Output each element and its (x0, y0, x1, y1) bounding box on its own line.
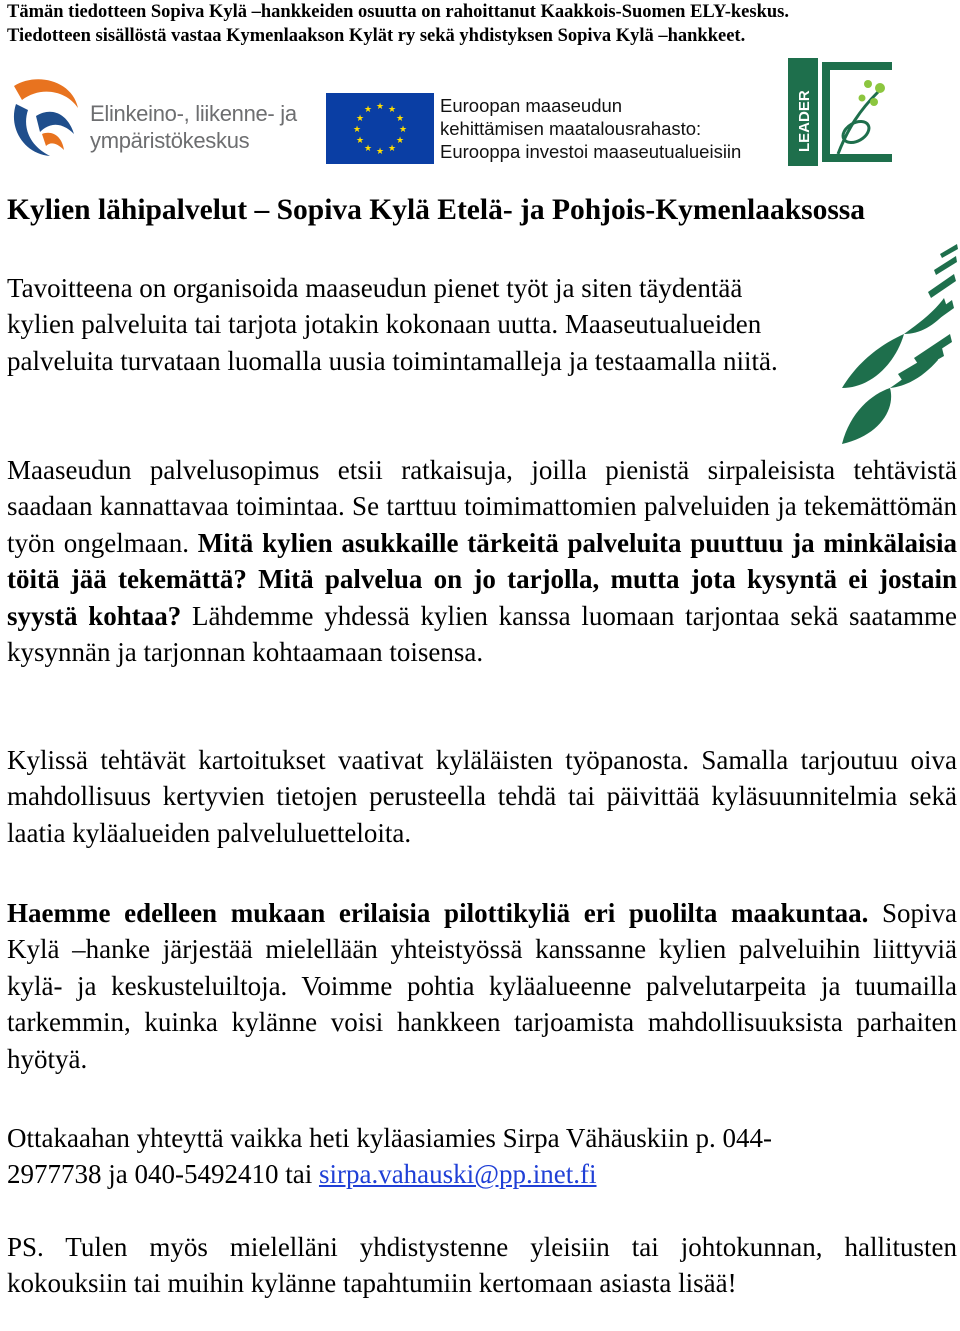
eu-flag-icon (326, 93, 434, 164)
leader-logo-icon (788, 58, 896, 166)
paragraph-goal: Tavoitteena on organisoida maaseudun pienet työt ja siten täydentää kylien palveluita tai tarjota jotakin kokonaan uutta. Maaseutualueiden palveluita turvataan luomalla uusia toimintamalleja ja testaamalla niitä. (7, 273, 778, 376)
svg-text:★: ★ (355, 114, 365, 124)
paragraph-service-agreement (7, 452, 957, 670)
svg-text:★: ★ (398, 125, 408, 135)
svg-text:★: ★ (352, 125, 362, 135)
funding-note (7, 0, 957, 48)
svg-text:LEADER: LEADER (796, 90, 813, 152)
paragraph-surveys: Kylissä tehtävät kartoitukset vaativat kyläläisten työpanosta. Samalla tarjoutuu oiva mahdollisuus kertyvien tietojen perusteella tehdä tai päivittää kyläsuunnitelmia sekä laatia kyläalueiden palveluluetteloita. (7, 745, 957, 848)
eu-logo-line3: Eurooppa investoi maaseutualueisiin (440, 141, 742, 162)
paragraph-pilot-villages (7, 895, 957, 1077)
ely-logo-text (90, 100, 297, 154)
eu-logo-line2: kehittämisen maatalousrahasto: (440, 118, 702, 139)
paragraph-contact (7, 1120, 957, 1193)
funding-note-line2: Tiedotteen sisällöstä vastaa Kymenlaakson Kylät ry sekä yhdistyksen Sopiva Kylä –hankkeet. (7, 26, 746, 46)
svg-text:★: ★ (363, 105, 373, 115)
contact-line1: Ottakaahan yhteyttä vaikka heti kyläasiamies Sirpa Vähäuskiin p. 044- (7, 1123, 773, 1153)
svg-text:★: ★ (387, 144, 397, 154)
svg-text:★: ★ (355, 136, 365, 146)
ely-logo-line1: Elinkeino-, liikenne- ja (90, 101, 297, 126)
svg-text:★: ★ (363, 144, 373, 154)
svg-text:★: ★ (395, 114, 405, 124)
paragraph-pilot-villages-heading: Haemme edelleen mukaan erilaisia pilottikyliä eri puolilta maakuntaa. (7, 898, 869, 928)
paragraph-ps: PS. Tulen myös mielelläni yhdistystenne yleisiin tai johtokunnan, hallitusten kokouksiin tai muihin kylänne tapahtumiin kertomaan asiasta lisää! (7, 1232, 957, 1299)
paragraph-pilot-villages-text: Sopiva Kylä –hanke järjestää mielellään yhteistyössä kanssanne kylien palveluihin liittyviä kylä- ja keskusteluiltoja. Voimme pohtia kyläalueenne palvelutarpeita ja tuumailla tarkemmin, kuinka kylänne voisi hankkeen tarjoamista mahdollisuuksista parhaiten hyötyä. (7, 898, 957, 1074)
paragraph-service-agreement-text: Maaseudun palvelusopimus etsii ratkaisuja, joilla pienistä sirpaleisista tehtävistä saadaan kannattavaa toimintaa. Se tarttuu toimimattomien palveluiden ja tekemättömän työn ongelmaan. (7, 455, 957, 558)
svg-text:★: ★ (375, 102, 385, 112)
ely-emblem-icon (6, 76, 86, 158)
email-link[interactable]: sirpa.vahauski@pp.inet.fi (318, 1159, 597, 1190)
paragraph-service-agreement-questions: Mitä kylien asukkaille tärkeitä palveluita puuttuu ja minkälaisia töitä jää tekemättä? Mitä palvelua on jo tarjolla, mutta jota kysyntä ei jostain syystä kohtaa? (7, 527, 957, 631)
funding-note-line1: Tämän tiedotteen Sopiva Kylä –hankkeiden osuutta on rahoittanut Kaakkois-Suomen ELY-keskus. (7, 2, 789, 22)
eu-logo-text (440, 94, 741, 163)
ely-logo (6, 76, 306, 166)
svg-text:★: ★ (395, 136, 405, 146)
contact-line2: 2977738 ja 040-5492410 tai (7, 1159, 319, 1190)
page-title: Kylien lähipalvelut – Sopiva Kylä Etelä- ja Pohjois-Kymenlaaksossa (7, 194, 866, 226)
svg-text:★: ★ (375, 147, 385, 157)
eu-logo-line1: Euroopan maaseudun (440, 95, 623, 116)
fern-logo-icon (838, 238, 958, 444)
paragraph-service-agreement-closing: Lähdemme yhdessä kylien kanssa luomaan tarjontaa sekä saatamme kysynnän ja tarjonnan kohtaamaan toisensa. (7, 600, 957, 668)
ely-logo-line2: ympäristökeskus (90, 128, 250, 153)
svg-text:★: ★ (387, 105, 397, 115)
logo-row (0, 58, 960, 168)
